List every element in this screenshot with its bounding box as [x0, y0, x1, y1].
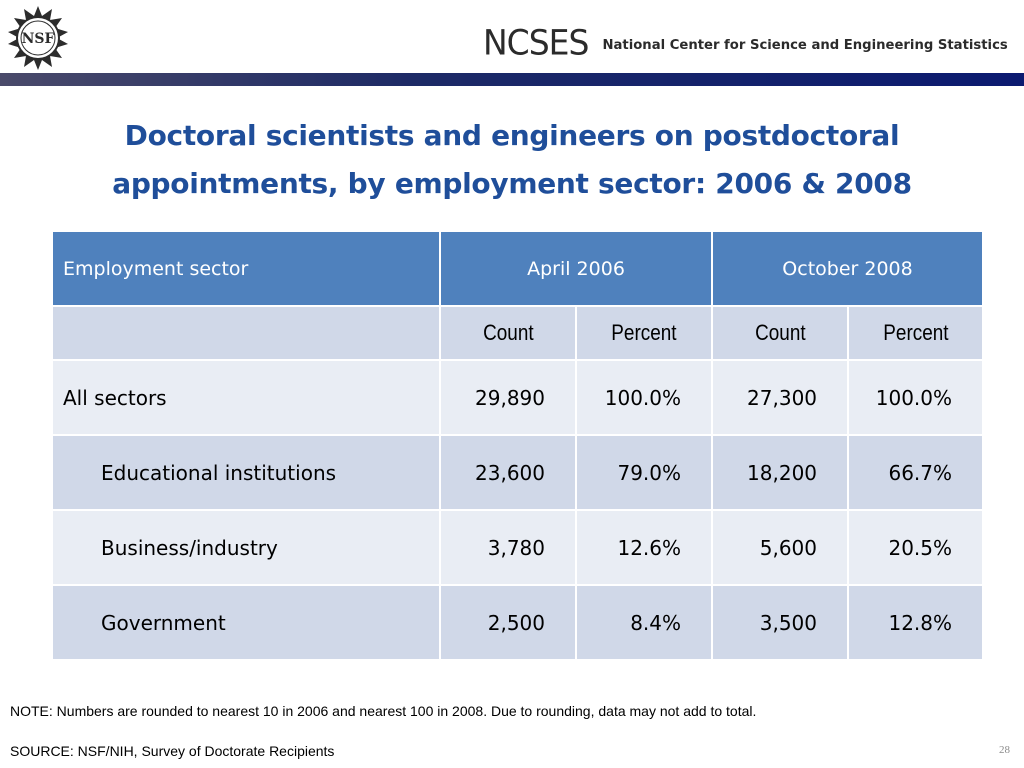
- nsf-logo: [6, 6, 70, 70]
- ncses-logo: [483, 22, 1008, 62]
- table-header-row: [52, 231, 983, 306]
- row-percent-2006: 12.6%: [576, 510, 712, 585]
- table-row: [52, 510, 983, 585]
- data-table: [51, 230, 984, 661]
- row-percent-2008: 12.8%: [848, 585, 983, 660]
- header-october-2008: October 2008: [712, 231, 983, 306]
- subheader-percent-2008: [848, 306, 983, 360]
- row-count-2006: 23,600: [440, 435, 576, 510]
- row-sector: All sectors: [52, 360, 440, 435]
- row-percent-2008: 66.7%: [848, 435, 983, 510]
- row-percent-2006: 79.0%: [576, 435, 712, 510]
- header-employment-sector: Employment sector: [52, 231, 440, 306]
- row-count-2008: 3,500: [712, 585, 848, 660]
- row-sector: Educational institutions: [52, 435, 440, 510]
- table-row: [52, 585, 983, 660]
- nsf-seal-text: NSF: [21, 31, 55, 47]
- header-bar: [0, 73, 1024, 86]
- row-count-2006: 29,890: [440, 360, 576, 435]
- ncses-fullname: National Center for Science and Engineering Statistics: [602, 37, 1008, 53]
- subheader-count-2008-label: Count: [754, 320, 806, 345]
- row-count-2008: 5,600: [712, 510, 848, 585]
- page-title: [40, 112, 984, 208]
- header-april-2006: April 2006: [440, 231, 712, 306]
- subheader-percent-2006: [576, 306, 712, 360]
- table-row: [52, 360, 983, 435]
- table-subheader-row: [52, 306, 983, 360]
- subheader-empty: [52, 306, 440, 360]
- subheader-count-2006: [440, 306, 576, 360]
- row-percent-2006: 8.4%: [576, 585, 712, 660]
- row-sector: Business/industry: [52, 510, 440, 585]
- row-count-2006: 3,780: [440, 510, 576, 585]
- row-count-2006: 2,500: [440, 585, 576, 660]
- row-sector: Government: [52, 585, 440, 660]
- table-row: [52, 435, 983, 510]
- row-percent-2008: 20.5%: [848, 510, 983, 585]
- subheader-count-2008: [712, 306, 848, 360]
- title-line-1: Doctoral scientists and engineers on postdoctoral: [124, 119, 900, 152]
- row-percent-2008: 100.0%: [848, 360, 983, 435]
- row-count-2008: 27,300: [712, 360, 848, 435]
- table-source: SOURCE: NSF/NIH, Survey of Doctorate Recipients: [10, 743, 335, 759]
- subheader-percent-2008-label: Percent: [882, 320, 949, 345]
- page-number: 28: [999, 744, 1010, 756]
- table-note: NOTE: Numbers are rounded to nearest 10 in 2006 and nearest 100 in 2008. Due to rounding, data may not add to total.: [10, 703, 757, 719]
- row-percent-2006: 100.0%: [576, 360, 712, 435]
- subheader-percent-2006-label: Percent: [611, 320, 677, 345]
- ncses-wordmark: NCSES: [483, 21, 589, 63]
- title-line-2: appointments, by employment sector: 2006 & 2008: [112, 167, 912, 200]
- row-count-2008: 18,200: [712, 435, 848, 510]
- subheader-count-2006-label: Count: [482, 320, 534, 345]
